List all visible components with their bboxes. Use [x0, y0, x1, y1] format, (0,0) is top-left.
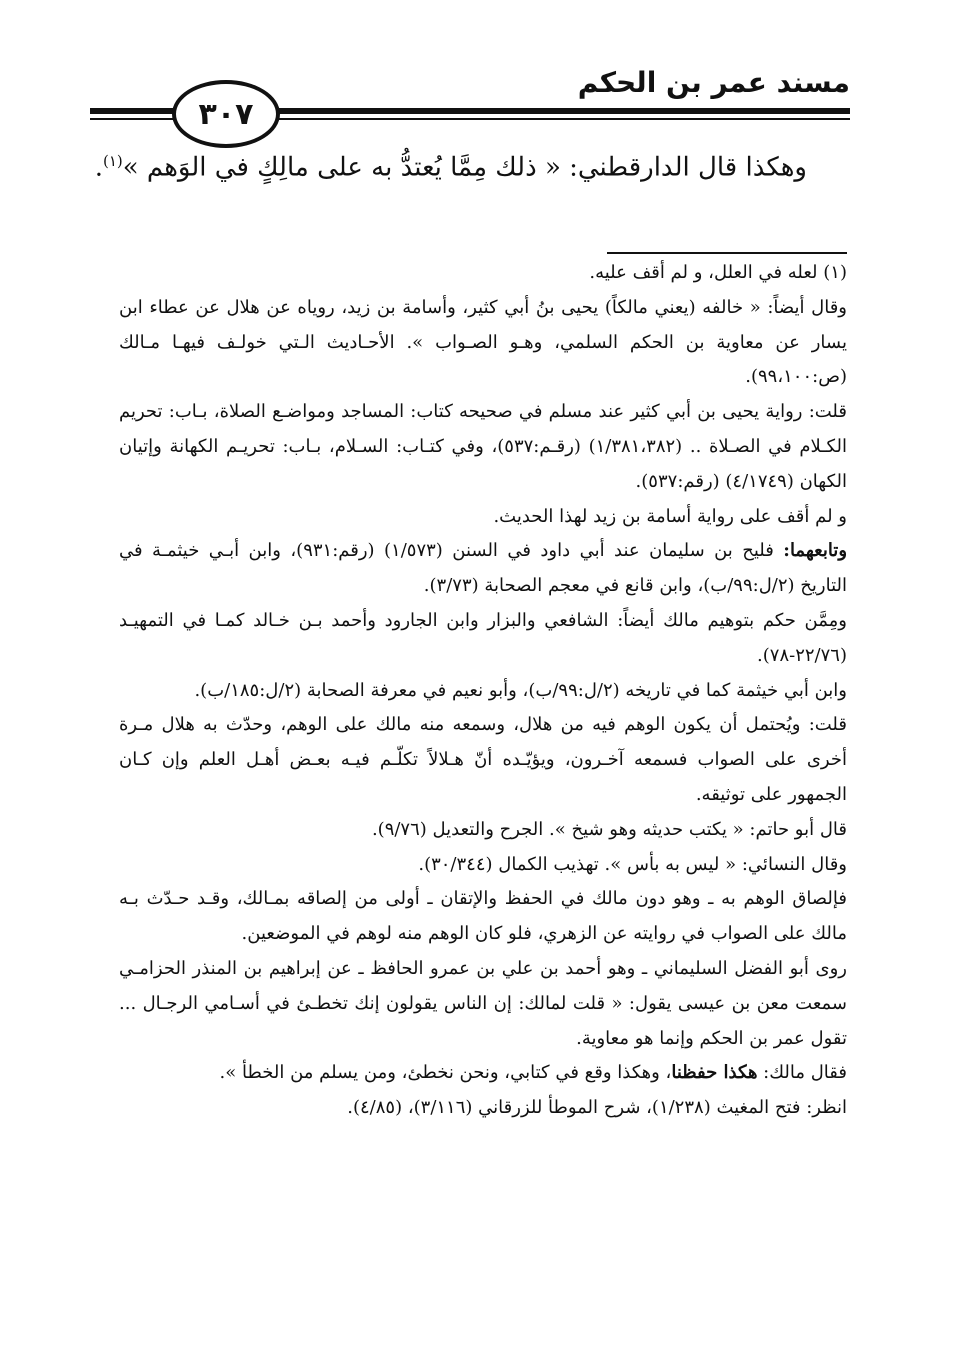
footnote-paragraph: وابن أبي خيثمة كما في تاريخه (٢/ل:٩٩/ب)، وأبو نعيم في معرفة الصحابة (٢/ل:١٨٥/ب).: [194, 679, 847, 701]
footnote-separator: [607, 252, 847, 254]
page-number: ٣٠٧: [172, 80, 280, 148]
main-text: [94, 152, 807, 183]
footnote-paragraph: انظر: فتح المغيث (١/٢٣٨)، شرح الموطأ للزرقاني (٣/١١٦)، (٤/٨٥).: [347, 1097, 847, 1119]
footnote-paragraph: روى أبو الفضل السليماني ـ وهو أحمد بن علي بن عمرو الحافظ ـ عن إبراهيم بن المنذر الحزامـي سمعت معن بن عيسى يقول: « قلت لمالك: إن الناس يقولون إنك تخطـئ في أسـامي الرجـال ... تقول عمر بن الحكم وإنما هو معاوية.: [119, 957, 847, 1049]
book-title: مسند عمر بن الحكم: [577, 66, 850, 99]
footnote-paragraph: ومِمَّن حكم بتوهيم مالك أيضاً: الشافعي والبزار وابن الجارود وأحمد بـن خـالد كمـا في التمهيـد (٢٢/٧٦-٧٨).: [119, 609, 847, 666]
footnote-block: [119, 256, 847, 1126]
footnote-paragraph: [119, 1056, 847, 1091]
footnote-paragraph: قلت: ويُحتمل أن يكون الوهم فيه من هلال، وسمعه منه مالك على الوهم، وحدّث به هلال مـرة أخرى على الصواب فسمعه آخـرون، ويؤيّـده أنّ هـلالاً تكلّـم فيـه بعـض أهـل العلم وإن كـان الجمهور على توثيقه.: [119, 714, 847, 805]
footnote-paragraph: قال أبو حاتم: « يكتب حديثه وهو شيخ ». الجرح والتعديل (٩/٧٦).: [371, 818, 847, 840]
footnote-paragraph: [119, 534, 847, 604]
footnote-paragraph: و لم أقف على رواية أسامة بن زيد لهذا الحديث.: [493, 505, 847, 527]
main-text-body: وهكذا قال الدارقطني: « ذلك مِمَّا يُعتدُّ به على مالِكٍ في الوَهم »: [122, 152, 807, 183]
footnote-text: فقال مالك:: [757, 1062, 847, 1084]
footnote-paragraph: قلت: رواية يحيى بن أبي كثير عند مسلم في صحيحه كتاب: المساجد ومواضـع الصلاة، بـاب: تحريم الكـلام في الصـلاة .. (١/٣٨١،٣٨٢) (رقـم:٥٣٧)، وفي كتـاب: السـلام، بـاب: تحريـم الكهانة وإتيان الكهان (٤/١٧٤٩) (رقم:٥٣٧).: [119, 401, 847, 492]
footnote-paragraph: فإلصاق الوهم به ـ وهو دون مالك في الحفظ والإتقان ـ أولى من إلصاقه بمـالك، وقـد حـدّث بـه مالك على الصواب في روايته عن الزهري، فلو كان الوهم منه لوهم في الموضعين.: [119, 888, 847, 945]
footnote-paragraph: وقال أيضاً: « خالفه (يعني مالكاً) يحيى بنُ أبي كثير، وأسامة بن زيد، روياه عن هلال عن عطاء ابن يسار عن معاوية بن الحكم السلمي، وهـو الصـواب ». الأحـاديث الـتي خولـف فيهـا مـالك (ص:٩٩،١٠٠).: [119, 296, 847, 388]
footnote-paragraph: وقال النسائي: « ليس به بأس ». تهذيب الكمال (٣٠/٣٤٤).: [418, 853, 847, 875]
bold-term: هكذا حفظنا: [671, 1062, 758, 1084]
footnote-text: فليح بن سليمان عند أبي داود في السنن (١/٥٧٣) (رقم:٩٣١)، وابن أبـي خيثمـة في التاريخ (٢/ل:٩٩/ب)، وابن قانع في معجم الصحابة (٣/٧٣).: [119, 540, 847, 597]
main-text-end: .: [94, 152, 103, 183]
footnote-text: ، وهكذا وقع في كتابي، ونحن نخطئ، ومن يسلم من الخطأ ».: [219, 1062, 672, 1084]
footnote-ref: (١): [102, 152, 123, 170]
footnote-paragraph: (١) لعله في العلل، و لم أقف عليه.: [589, 262, 847, 283]
bold-term: وتابعهما:: [783, 540, 848, 562]
